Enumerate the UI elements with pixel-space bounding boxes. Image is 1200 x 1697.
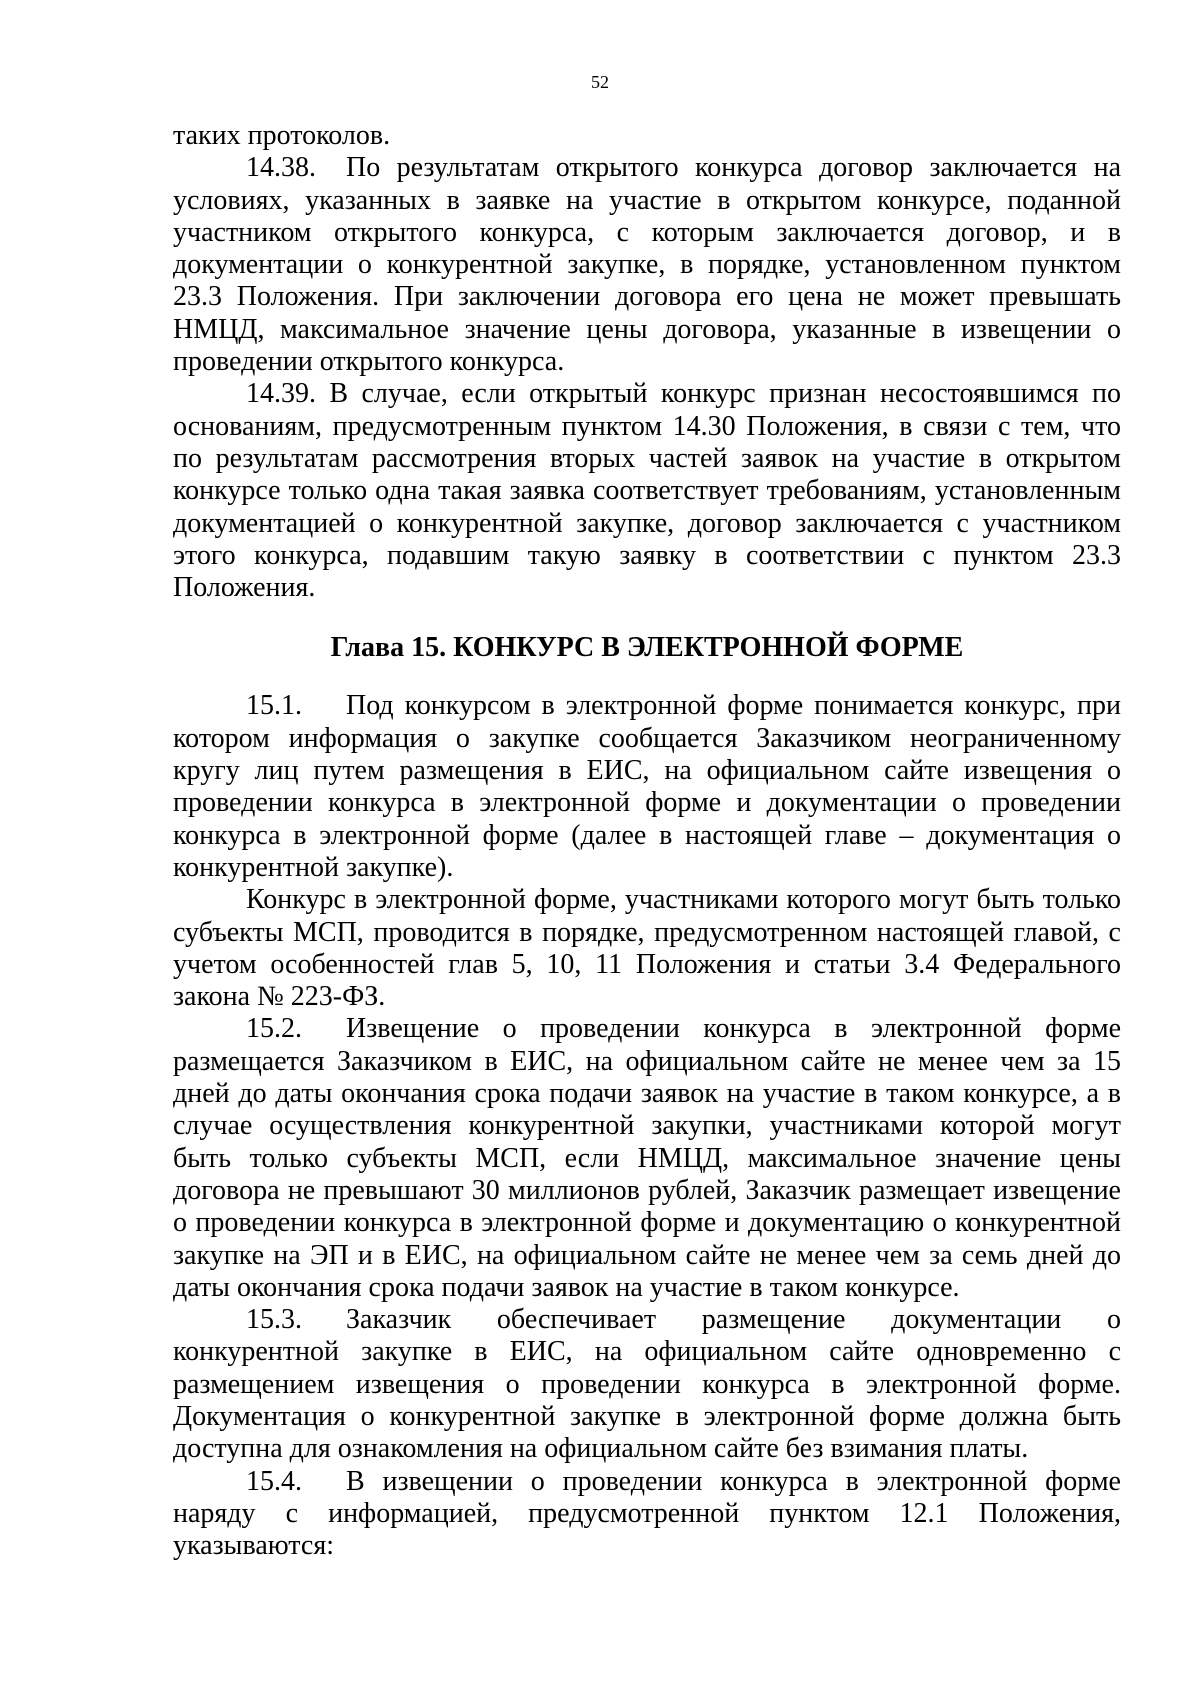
paragraph-14-38 — [173, 152, 1121, 378]
paragraph-15-1 — [173, 690, 1121, 884]
clause-text: Под конкурсом в электронной форме понимается конкурс, при котором информация о закупке сообщается Заказчиком неограниченному кругу лиц путем размещения в ЕИС, на официальном сайте извещения о проведении конкурса в электронной форме и документации о проведении конкурса в электронной форме (далее в настоящей главе – документация о конкурентной закупке). — [173, 690, 1121, 883]
clause-number: 14.38. — [246, 152, 316, 184]
clause-text: Заказчик обеспечивает размещение документации о конкурентной закупке в ЕИС, на официальном сайте одновременно с размещением извещения о проведении конкурса в электронной форме. Документация о конкурентной закупке в электронной форме должна быть доступна для ознакомления на официальном сайте без взимания платы. — [173, 1304, 1121, 1465]
page-number: 52 — [591, 72, 609, 92]
clause-text: По результатам открытого конкурса договор заключается на условиях, указанных в заявке на участие в открытом конкурсе, поданной участником открытого конкурса, с которым заключается договор, и в документации о конкурентной закупке, в порядке, установленном пунктом 23.3 Положения. При заключении договора его цена не может превышать НМЦД, максимальное значение цены договора, указанные в извещении о проведении открытого конкурса. — [173, 152, 1121, 378]
chapter-heading: Глава 15. КОНКУРС В ЭЛЕКТРОННОЙ ФОРМЕ — [330, 632, 964, 664]
clause-text: В извещении о проведении конкурса в электронной форме наряду с информацией, предусмотренной пунктом 12.1 Положения, указываются: — [173, 1465, 1121, 1562]
clause-number: 15.4. — [246, 1465, 302, 1497]
clause-text: Извещение о проведении конкурса в электронной форме размещается Заказчиком в ЕИС, на официальном сайте не менее чем за 15 дней до даты окончания срока подачи заявок на участие в таком конкурсе, а в случае осуществления конкурентной закупки, участниками которой могут быть только субъекты МСП, если НМЦД, максимальное значение цены договора не превышают 30 миллионов рублей, Заказчик размещает извещение о проведении конкурса в электронной форме и документацию о конкурентной закупке на ЭП и в ЕИС, на официальном сайте не менее чем за семь дней до даты окончания срока подачи заявок на участие в таком конкурсе. — [173, 1013, 1121, 1303]
paragraph-15-4 — [173, 1466, 1121, 1563]
document-body — [173, 120, 1121, 1562]
clause-number: 15.3. — [246, 1304, 302, 1336]
paragraph-continuation: таких протоколов. — [173, 120, 391, 151]
clause-number: 15.1. — [246, 690, 302, 722]
clause-number: 15.2. — [246, 1013, 302, 1045]
paragraph-15-2 — [173, 1013, 1121, 1304]
paragraph-15-1-msp: Конкурс в электронной форме, участниками которого могут быть только субъекты МСП, проводится в порядке, предусмотренном настоящей главой, с учетом особенностей глав 5, 10, 11 Положения и статьи 3.4 Федерального закона № 223-ФЗ. — [173, 884, 1121, 1013]
paragraph-15-3 — [173, 1304, 1121, 1465]
paragraph-14-39: 14.39. В случае, если открытый конкурс признан несостоявшимся по основаниям, предусмотренным пунктом 14.30 Положения, в связи с тем, что по результатам рассмотрения вторых частей заявок на участие в открытом конкурсе только одна такая заявка соответствует требованиям, установленным документацией о конкурентной закупке, договор заключается с участником этого конкурса, подавшим такую заявку в соответствии с пунктом 23.3 Положения. — [173, 378, 1121, 604]
